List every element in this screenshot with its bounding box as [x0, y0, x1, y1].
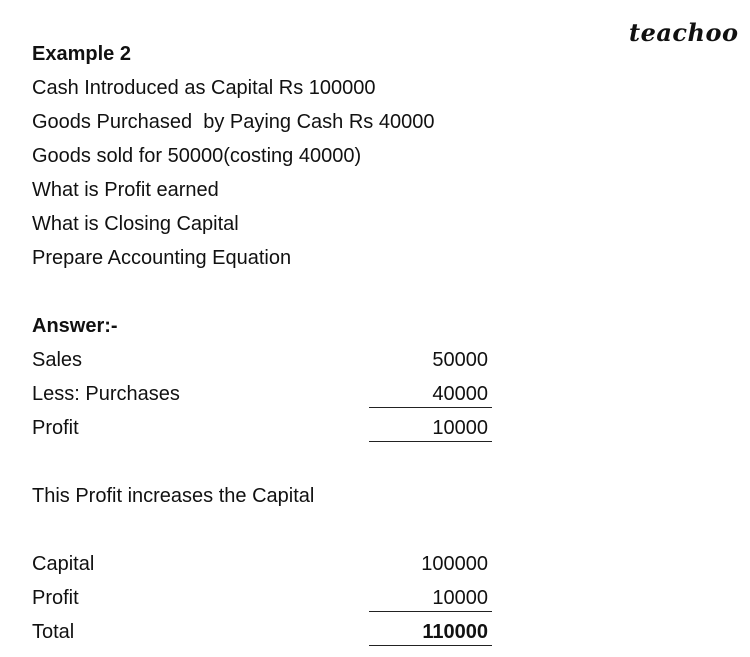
question-line: What is Profit earned [32, 179, 219, 201]
profit-row-label: Less: Purchases [32, 383, 180, 405]
capital-row-label: Profit [32, 587, 79, 609]
question-line: Goods Purchased by Paying Cash Rs 40000 [32, 111, 435, 133]
capital-row-amount: 100000 [421, 553, 488, 575]
subtotal-rule [369, 407, 492, 408]
answer-heading: Answer:- [32, 315, 118, 337]
teachoo-logo: teachoo [629, 18, 739, 47]
example-heading: Example 2 [32, 43, 131, 65]
question-line: What is Closing Capital [32, 213, 239, 235]
capital-total-amount: 110000 [422, 621, 488, 643]
profit-row-label: Sales [32, 349, 83, 371]
capital-row-amount: 10000 [432, 587, 488, 609]
profit-row-amount: 10000 [432, 417, 488, 439]
question-line: Cash Introduced as Capital Rs 100000 [32, 77, 376, 99]
profit-row-amount: 40000 [432, 383, 488, 405]
profit-row-amount: 50000 [432, 349, 488, 371]
total-rule [369, 441, 492, 442]
subtotal-rule [369, 611, 492, 612]
profit-note: This Profit increases the Capital [32, 485, 315, 507]
question-line: Prepare Accounting Equation [32, 247, 292, 269]
total-rule [369, 645, 492, 646]
profit-row-label: Profit [32, 417, 79, 439]
question-line: Goods sold for 50000(costing 40000) [32, 145, 362, 167]
capital-row-label: Capital [32, 553, 95, 575]
capital-row-label: Total [32, 621, 75, 643]
